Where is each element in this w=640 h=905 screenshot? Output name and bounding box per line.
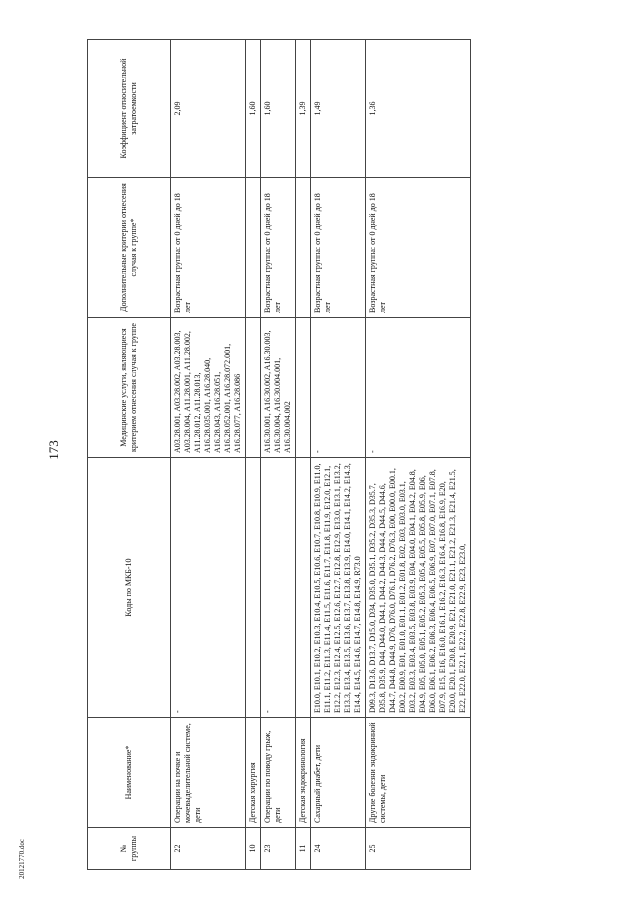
cell-name: Детская эндокринология <box>296 718 311 828</box>
cell-mkb-codes <box>246 458 261 718</box>
cell-name: Сахарный диабет, дети <box>311 718 366 828</box>
cell-name: Детская хирургия <box>246 718 261 828</box>
header-additional-criteria: Дополнительные критерии отнесения случая к группе* <box>88 178 171 318</box>
cell-additional-criteria <box>246 178 261 318</box>
cell-mkb-codes <box>296 458 311 718</box>
header-medical-services: Медицинские услуги, являющиеся критерием отнесения случая к группе <box>88 318 171 458</box>
cell-name: Операции по поводу грыж, дети <box>261 718 296 828</box>
cell-name: Другие болезни эндокринной системы, дети <box>366 718 471 828</box>
header-name: Наименование* <box>88 718 171 828</box>
cell-name: Операции на почке и мочевыделительной системе, дети <box>171 718 246 828</box>
cell-num: 11 <box>296 828 311 870</box>
cell-additional-criteria: Возрастная группа: от 0 дней до 18 лет <box>311 178 366 318</box>
cell-coefficient: 1,49 <box>311 40 366 178</box>
cell-additional-criteria: Возрастная группа: от 0 дней до 18 лет <box>261 178 296 318</box>
table-row <box>261 40 296 870</box>
cell-medical-services <box>246 318 261 458</box>
header-mkb-codes: Коды по МКБ-10 <box>88 458 171 718</box>
header-group-number: № группы <box>88 828 171 870</box>
cell-num: 23 <box>261 828 296 870</box>
cell-mkb-codes: D09.3, D13.6, D13.7, D15.0, D34, D35.0, D35.1, D35.2, D35.3, D35.7, D35.8, D35.9, D44, D44.0, D44.1, D44.2, D44.3, D44.4, D44.5, D44.6, D44.7, D44.8, D44.9, D76, D76.0, D76.1, D76.2, D76.3, E00, E00.0, E00.1, E00.2, E00.9, E01, E01.0, E01.1, E01.2, E01.8, E02, E03, E03.0, E03.1, E03.2, E03.3, E03.4, E03.5, E03.8, E03.9, E04, E04.0, E04.1, E04.2, E04.8, E04.9, E05, E05.0, E05.1, E05.2, E05.3, E05.4, E05.5, E05.8, E05.9, E06, E06.0, E06.1, E06.2, E06.3, E06.4, E06.5, E06.9, E07, E07.0, E07.1, E07.8, E07.9, E15, E16, E16.0, E16.1, E16.2, E16.3, E16.4, E16.8, E16.9, E20, E20.0, E20.1, E20.8, E20.9, E21, E21.0, E21.1, E21.2, E21.3, E21.4, E21.5, E22, E22.0, E22.1, E22.2, E22.8, E22.9, E23, E23.0, <box>366 458 471 718</box>
document-footer-code: 20121770.doc <box>17 839 26 879</box>
table-row <box>311 40 366 870</box>
cell-additional-criteria: Возрастная группа: от 0 дней до 18 лет <box>366 178 471 318</box>
cell-mkb-codes: - <box>171 458 246 718</box>
cell-coefficient: 1,39 <box>296 40 311 178</box>
cell-coefficient: 2,09 <box>171 40 246 178</box>
cell-medical-services: - <box>366 318 471 458</box>
cell-mkb-codes: E10.0, E10.1, E10.2, E10.3, E10.4, E10.5, E10.6, E10.7, E10.8, E10.9, E11.0, E11.1, E11.2, E11.3, E11.4, E11.5, E11.6, E11.7, E11.8, E11.9, E12.0, E12.1, E12.2, E12.3, E12.4, E12.5, E12.6, E12.7, E12.8, E12.9, E13.0, E13.1, E13.2, E13.3, E13.4, E13.5, E13.6, E13.7, E13.8, E13.9, E14.0, E14.1, E14.2, E14.3, E14.4, E14.5, E14.6, E14.7, E14.8, E14.9, R73.0 <box>311 458 366 718</box>
cell-medical-services: A16.30.001, A16.30.002, A16.30.003, A16.30.004, A16.30.004.001, A16.30.004.002 <box>261 318 296 458</box>
table-header-row <box>88 40 171 870</box>
section-row <box>296 40 311 870</box>
cell-additional-criteria <box>296 178 311 318</box>
cell-num: 10 <box>246 828 261 870</box>
cell-mkb-codes: - <box>261 458 296 718</box>
cell-coefficient: 1,60 <box>246 40 261 178</box>
rotated-table-container <box>87 40 632 870</box>
page-number: 173 <box>45 440 61 460</box>
table-body <box>171 40 471 870</box>
cell-coefficient: 1,36 <box>366 40 471 178</box>
table-row <box>171 40 246 870</box>
cell-num: 24 <box>311 828 366 870</box>
table-row <box>366 40 471 870</box>
header-coefficient: Коэффициент относительной затратоемкости <box>88 40 171 178</box>
cell-num: 25 <box>366 828 471 870</box>
cell-medical-services: - <box>311 318 366 458</box>
tariff-groups-table <box>87 39 471 870</box>
cell-coefficient: 1,60 <box>261 40 296 178</box>
cell-medical-services: A03.28.001, A03.28.002, A03.28.003, A03.28.004, A11.28.001, A11.28.002, A11.28.012, A11.28.013, A16.28.035.001, A16.28.040, A16.28.043, A16.28.051, A16.28.052.001, A16.28.072.001, A16.28.077, A16.28.086 <box>171 318 246 458</box>
cell-medical-services <box>296 318 311 458</box>
section-row <box>246 40 261 870</box>
cell-num: 22 <box>171 828 246 870</box>
cell-additional-criteria: Возрастная группа: от 0 дней до 18 лет <box>171 178 246 318</box>
